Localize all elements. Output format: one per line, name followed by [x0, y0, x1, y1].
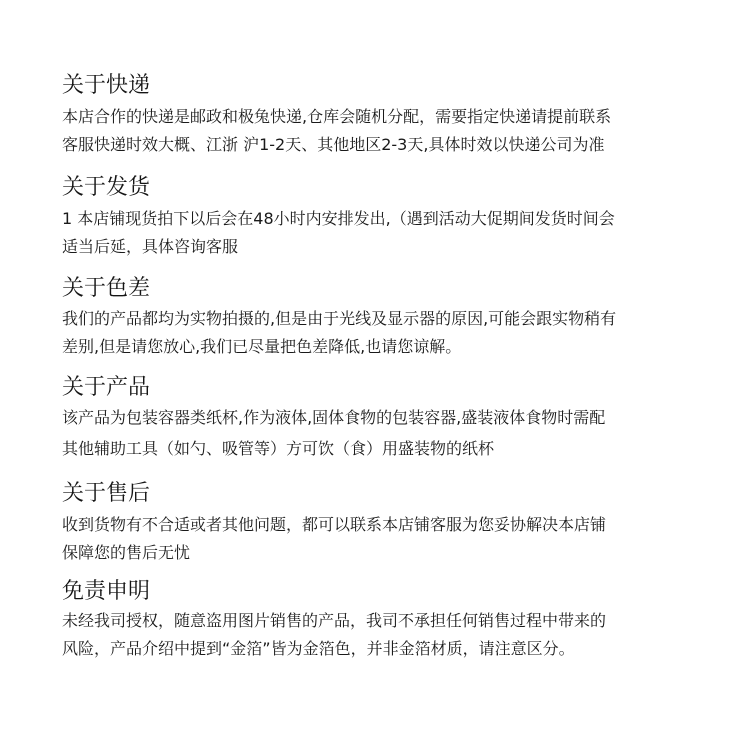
section-heading-after-sales: 关于售后 — [62, 481, 151, 506]
section-heading-product: 关于产品 — [62, 375, 151, 400]
section-heading-shipping: 关于快递 — [62, 73, 151, 98]
section-heading-disclaimer: 免责申明 — [62, 579, 151, 604]
section-text-line: 风险，产品介绍中提到“金箔”皆为金箔色，并非金箔材质，请注意区分。 — [62, 639, 575, 658]
section-text-line: 1 本店铺现货拍下以后会在48小时内安排发出,（遇到活动大促期间发货时间会 — [62, 209, 615, 228]
section-text-line: 本店合作的快递是邮政和极兔快递,仓库会随机分配，需要指定快递请提前联系 — [62, 107, 612, 126]
section-text-line: 客服快递时效大概、江浙 沪1-2天、其他地区2-3天,具体时效以快递公司为准 — [62, 135, 605, 154]
section-text-line: 差别,但是请您放心,我们已尽量把色差降低,也请您谅解。 — [62, 337, 462, 356]
section-text-line: 该产品为包装容器类纸杯,作为液体,固体食物的包装容器,盛装液体食物时需配 — [62, 408, 606, 427]
section-heading-color-difference: 关于色差 — [62, 276, 151, 301]
section-text-line: 收到货物有不合适或者其他问题，都可以联系本店铺客服为您妥协解决本店铺 — [62, 515, 607, 534]
section-text-line: 未经我司授权，随意盗用图片销售的产品，我司不承担任何销售过程中带来的 — [62, 611, 607, 630]
section-text-line: 其他辅助工具（如勺、吸管等）方可饮（食）用盛装物的纸杯 — [62, 439, 495, 458]
section-text-line: 保障您的售后无忧 — [62, 543, 191, 562]
section-heading-dispatch: 关于发货 — [62, 175, 151, 200]
section-text-line: 适当后延，具体咨询客服 — [62, 237, 239, 256]
section-text-line: 我们的产品都均为实物拍摄的,但是由于光线及显示器的原因,可能会跟实物稍有 — [62, 309, 617, 328]
